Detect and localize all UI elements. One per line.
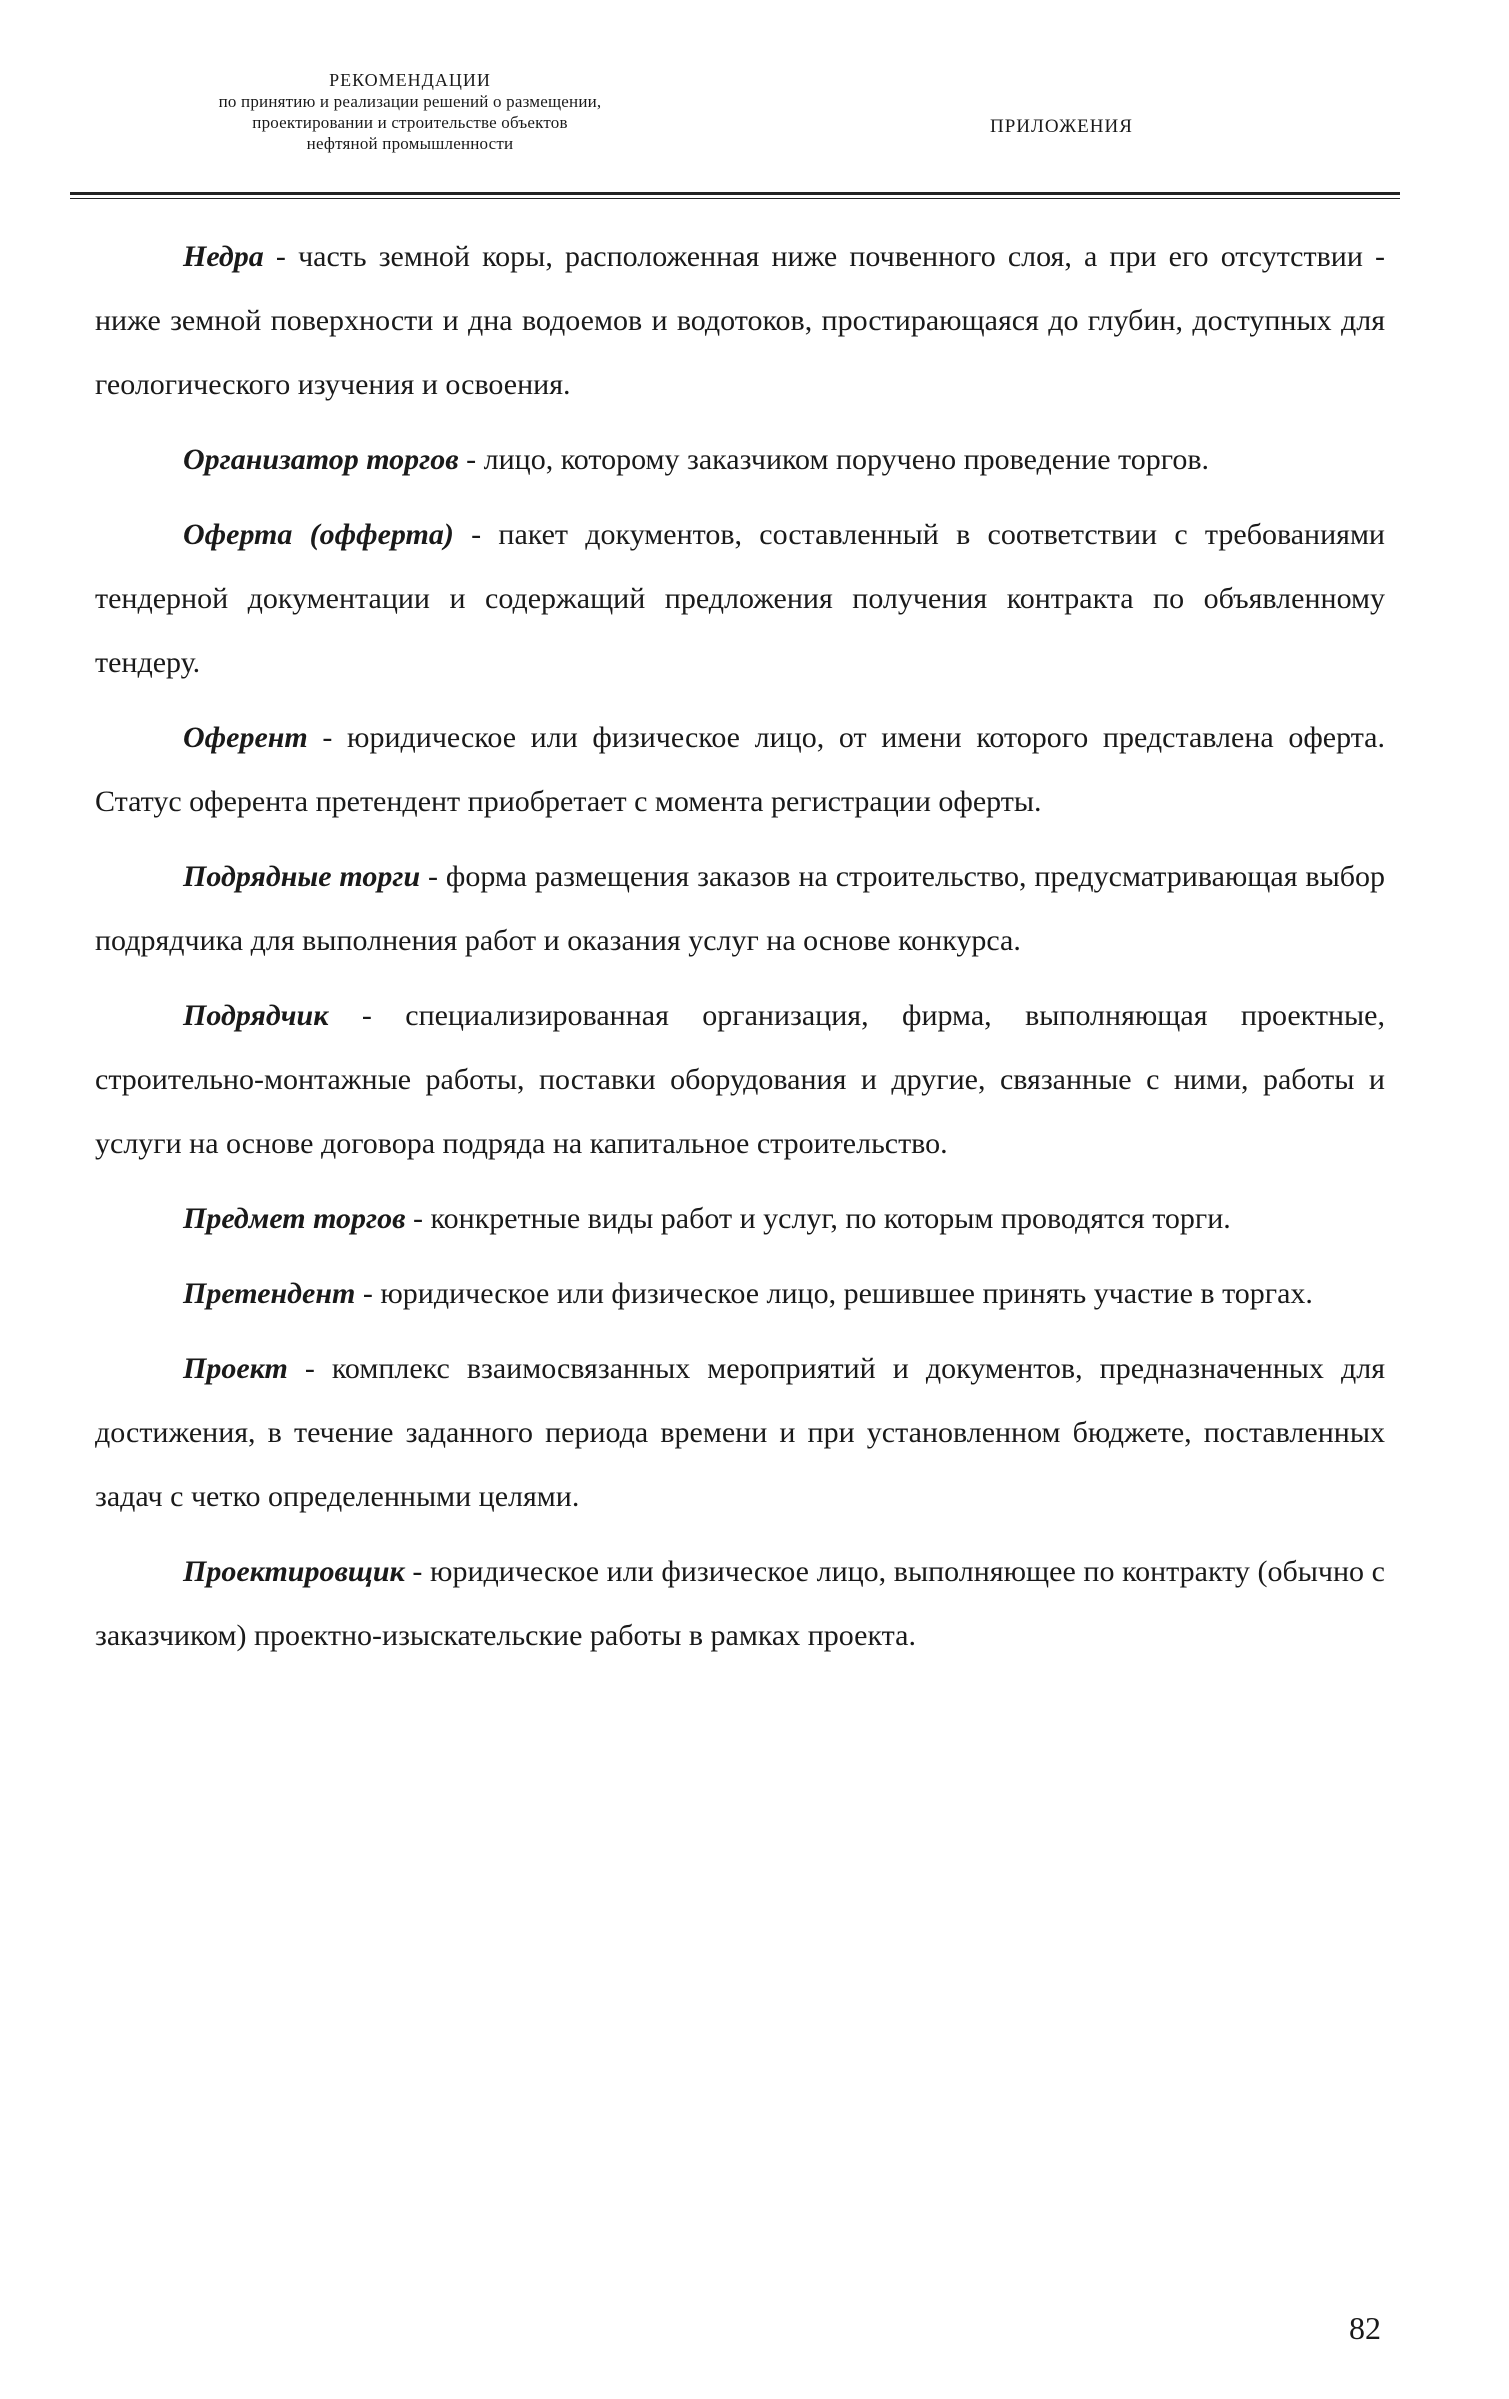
separator: -: [453, 518, 499, 551]
definition-entry: [95, 1262, 1385, 1326]
definitions-list: [95, 225, 1385, 1679]
document-title: РЕКОМЕНДАЦИИ: [329, 70, 491, 90]
term: Организатор торгов: [183, 443, 459, 476]
page-number: 82: [1349, 2310, 1381, 2346]
term: Претендент: [183, 1277, 356, 1310]
definition: комплекс взаимосвязанных мероприятий и документов, предназначенных для достижения, в течение заданного периода времени и при установленном бюджете, поставленных задач с четко определенными целями.: [95, 1352, 1385, 1513]
term: Проект: [183, 1352, 288, 1385]
definition: форма размещения заказов на строительство, предусматривающая выбор подрядчика для выполнения работ и оказания услуг на основе конкурса.: [95, 860, 1385, 957]
separator: -: [263, 240, 299, 273]
document-title-block: [130, 70, 690, 154]
document-subtitle-line: нефтяной промышленности: [306, 134, 514, 153]
term: Подрядные торги: [183, 860, 421, 893]
definition-entry: [95, 503, 1385, 695]
term: Подрядчик: [183, 999, 329, 1032]
definition-entry: [95, 1187, 1385, 1251]
definition: пакет документов, составленный в соответствии с требованиями тендерной документации и содержащий предложения получения контракта по объявленному тендеру.: [95, 518, 1385, 679]
document-subtitle-line: по принятию и реализации решений о размещении,: [218, 92, 602, 111]
definition-entry: [95, 1337, 1385, 1529]
term: Оферта (офферта): [183, 518, 454, 551]
definition-entry: [95, 225, 1385, 417]
header-divider: [70, 192, 1400, 195]
section-title: ПРИЛОЖЕНИЯ: [990, 116, 1133, 137]
term: Предмет торгов: [183, 1202, 406, 1235]
term: Оферент: [183, 721, 308, 754]
header-divider-thin: [70, 198, 1400, 199]
term: Недра: [183, 240, 264, 273]
separator: -: [328, 999, 406, 1032]
definition-entry: [95, 428, 1385, 492]
separator: -: [404, 1555, 431, 1588]
separator: -: [458, 443, 484, 476]
definition: часть земной коры, расположенная ниже почвенного слоя, а при его отсутствии - ниже земной поверхности и дна водоемов и водотоков, простирающаяся до глубин, доступных для геологического изучения и освоения.: [95, 240, 1385, 401]
definition: конкретные виды работ и услуг, по которым проводятся торги.: [430, 1202, 1231, 1235]
separator: -: [405, 1202, 431, 1235]
definition: юридическое или физическое лицо, решившее принять участие в торгах.: [380, 1277, 1313, 1310]
separator: -: [355, 1277, 381, 1310]
definition-entry: [95, 845, 1385, 973]
separator: -: [307, 721, 348, 754]
definition-entry: [95, 984, 1385, 1176]
document-subtitle-line: проектировании и строительстве объектов: [252, 113, 568, 132]
definition-entry: [95, 706, 1385, 834]
separator: -: [420, 860, 446, 893]
definition: юридическое или физическое лицо, от имени которого представлена оферта. Статус оферента претендент приобретает с момента регистрации оферты.: [95, 721, 1385, 818]
definition: специализированная организация, фирма, выполняющая проектные, строительно-монтажные работы, поставки оборудования и другие, связанные с ними, работы и услуги на основе договора подряда на капитальное строительство.: [95, 999, 1385, 1160]
definition: юридическое или физическое лицо, выполняющее по контракту (обычно с заказчиком) проектно-изыскательские работы в рамках проекта.: [95, 1555, 1385, 1652]
page-header: [90, 70, 1390, 200]
definition-entry: [95, 1540, 1385, 1668]
definition: лицо, которому заказчиком поручено проведение торгов.: [483, 443, 1209, 476]
term: Проектировщик: [183, 1555, 405, 1588]
separator: -: [287, 1352, 332, 1385]
